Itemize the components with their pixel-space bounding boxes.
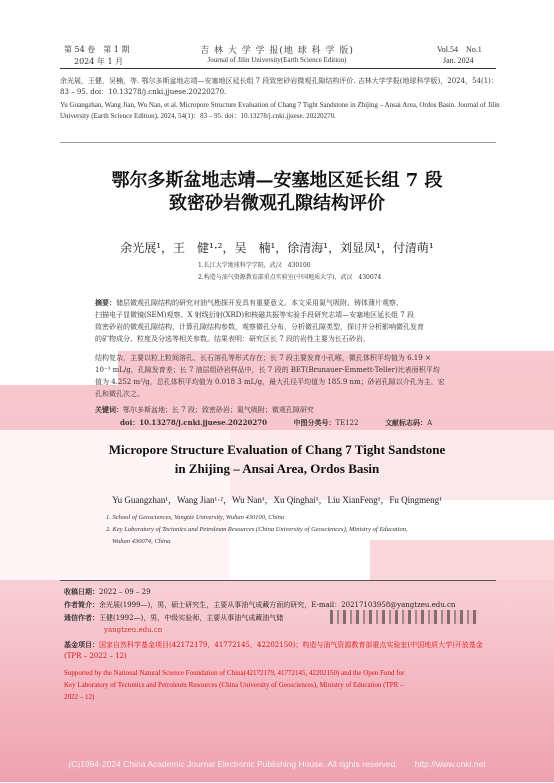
keywords-value: 鄂尔多斯盆地；长 7 段；致密砂岩；氮气吸附；微观孔隙研究 [123, 406, 314, 414]
fund-en-1: Supported by the National Natural Science Foundation of China(42172179, 41772145, 42202150) and the Open Fund for [64, 669, 405, 677]
corr-label: 通信作者： [64, 613, 99, 622]
received-label: 收稿日期： [64, 587, 99, 596]
fund-en-2: Key Laboratory of Tectonics and Petroleum Resources (China University of Geosciences), Ministry of Education (TPR – [64, 681, 404, 689]
corr-bio: 王健(1992—)，男，中级实验师，主要从事油气成藏油气储 [99, 614, 284, 622]
title-en-line2: in Zhijing – Ansai Area, Ordos Basin [174, 461, 380, 476]
footer-copyright: (C)1994-2024 China Academic Journal Electronic Publishing House. All rights reserved. http://www.cnki.net [68, 759, 486, 769]
fund-label: 基金项目： [64, 640, 99, 649]
author-label: 作者简介： [64, 600, 99, 609]
journal-title-cn: 吉 林 大 学 学 报(地 球 科 学 版) [200, 46, 354, 56]
code-label: 文献标志码： [385, 418, 428, 427]
citation-rule [60, 142, 496, 143]
keywords-cn [95, 405, 465, 415]
received-date: 2022 – 09 – 29 [99, 588, 151, 596]
title-en-line1: Micropore Structure Evaluation of Chang 7 Tight Sandstone [108, 442, 446, 457]
keywords-label: 关键词： [95, 405, 123, 414]
volume-issue: 第 54 卷 第 1 期 [64, 45, 130, 54]
authors-en: Yu Guangzhan¹，Wang Jian¹·²，Wu Nan¹，Xu Qinghai¹，Liu XianFeng¹，Fu Qingmeng¹ [112, 495, 442, 505]
affiliation-en-3: Wuhan 430074, China [112, 538, 171, 545]
clc-value: TE122 [335, 419, 359, 427]
doi-cn: doi：10.13278/j.cnki.jjuese.20220270 [120, 418, 267, 427]
notes-rule [60, 580, 496, 581]
title-cn-line2: 致密砂岩微观孔隙结构评价 [169, 193, 385, 214]
affiliation-en-2: 2. Key Laboratory of Tectonics and Petroleum Resources (China University of Geosciences), Ministry of Education, [106, 526, 408, 533]
affiliation-cn-1: 1.长江大学地球科学学院，武汉 430100 [198, 262, 311, 269]
fund-en-3: 2022 – 12) [64, 693, 95, 701]
citation-en: Yu Guangzhan, Wang Jian, Wu Nan, et al. Micropore Structure Evaluation of Chang 7 Tight Sandstone in Zhijing – Ansai Area, Ordos Basin. Journal of Jilin University (Earth Science Edition), 2024, 54(1)：83 – 95. doi：10.13278/j.cnki.jjuese. 20220270. [60, 101, 500, 120]
affiliation-en-1: 1. School of Geosciences, Yangtze University, Wuhan 430100, China [106, 514, 285, 521]
journal-title-en: Journal of Jilin University(Earth Science Edition) [207, 56, 347, 64]
title-cn-line1: 鄂尔多斯盆地志靖—安塞地区延长组 7 段 [111, 170, 443, 191]
header-rule [60, 68, 496, 69]
affiliation-cn-2: 2.构造与油气资源教育部重点实验室(中国地质大学)，武汉 430074 [198, 274, 382, 281]
fund-cn: 国家自然科学基金项目(42172179，41772145，42202150)；构造与油气资源教育部重点实验室(中国地质大学)开放基金(TPR – 2022 – 12) [64, 641, 483, 660]
meta-cn [120, 418, 490, 428]
fund-note-cn [64, 639, 494, 662]
abstract-cn-line5: 结构复杂，主要以粒上粒间溶孔、长石溶孔等形式存在；长 7 段主要发育小孔喉，微孔体积平均值为 6.19 × [95, 354, 431, 362]
abstract-cn-line8: 孔和微孔次之。 [95, 390, 144, 398]
abstract-cn-line7: 值为 4.252 m²/g，总孔体积平均值为 0.018 3 mL/g，最大孔径平均值为 185.9 nm；砂岩孔隙以介孔为主，宏 [95, 378, 445, 386]
abstract-cn-line2: 扫描电子显微镜(SEM)观察、X 射线衍射(XRD)和核磁共振等实验手段研究志靖—安塞地区延长组 7 段 [95, 311, 414, 319]
issue-date: 2024 年 1 月 [74, 57, 124, 66]
received-note [64, 586, 494, 598]
corr-email: yangtzeu.edu.cn [104, 626, 163, 634]
abstract-cn-text1: 储层微观孔隙结构的研究对油气勘探开发具有重要意义。本文采用氮气吸附、铸体薄片观察、 [116, 299, 403, 307]
scan-noise [330, 610, 480, 624]
citation-cn: 余光展，王健，吴楠，等. 鄂尔多斯盆地志靖—安塞地区延长组 7 段致密砂岩微观孔隙结构评价. 吉林大学学报(地球科学版)，2024，54(1)：83 – 95. doi：10.13278/j.cnki.jjuese.20220270. [60, 77, 498, 96]
abstract-cn-line3: 致密砂岩的微观孔隙结构，计算孔隙结构参数，观察微孔分布，分析微孔隙类型，探讨并分析影响微孔发育 [95, 323, 424, 331]
volume-en: Vol.54 No.1 [437, 45, 482, 54]
abstract-cn-line4: 的矿物成分、粒度及分选等相关参数。结果表明：研究区长 7 段的岩性主要为长石砂岩， [95, 335, 370, 343]
issue-date-en: Jan. 2024 [443, 56, 474, 65]
clc-label: 中图分类号： [293, 418, 336, 427]
authors-cn: 余光展¹，王 健¹·²，吴 楠¹，徐清海¹，刘显凤¹，付清萌¹ [120, 241, 434, 255]
code-value: A [427, 419, 433, 427]
author-bio: 余光展(1999—)，男，硕士研究生，主要从事油气成藏方面的研究，E-mail：20217103958@yangtzeu.edu.cn [99, 601, 456, 609]
abstract-cn-line1 [95, 298, 465, 308]
abstract-cn-line6: 10⁻³ mL/g，孔隙发育差；长 7 油层组砂岩样品中，长 7 段的 BET(Brunauer-Emmett-Teller)比表面积平均 [95, 366, 440, 374]
abstract-cn-label: 摘要： [95, 298, 116, 307]
